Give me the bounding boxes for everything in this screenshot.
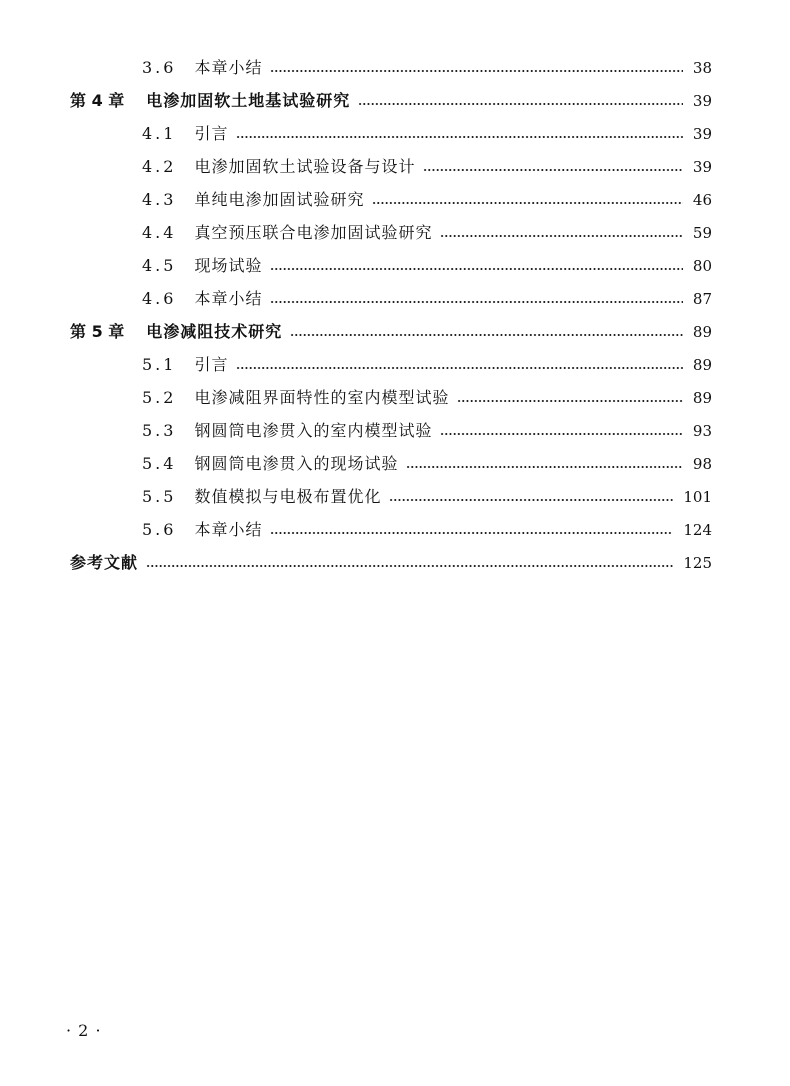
references-page: 125 bbox=[683, 554, 712, 572]
toc-entry-5-5[interactable] bbox=[142, 482, 712, 512]
entry-title: 本章小结 bbox=[194, 58, 263, 77]
toc-references[interactable] bbox=[70, 548, 712, 578]
entry-page: 59 bbox=[692, 224, 712, 242]
toc-entry-4-5[interactable] bbox=[142, 251, 712, 281]
toc-entry-4-1[interactable] bbox=[142, 119, 712, 149]
dot-leader bbox=[236, 367, 682, 369]
entry-number: 4.5 bbox=[142, 256, 177, 275]
dot-leader bbox=[406, 466, 682, 468]
dot-leader bbox=[440, 433, 682, 435]
entry-page: 98 bbox=[692, 455, 712, 473]
entry-title: 电渗减阻界面特性的室内模型试验 bbox=[194, 388, 450, 407]
dot-leader bbox=[270, 268, 682, 270]
entry-title: 钢圆筒电渗贯入的现场试验 bbox=[194, 454, 399, 473]
chapter-title: 电渗加固软土地基试验研究 bbox=[146, 91, 351, 110]
dot-leader bbox=[372, 202, 682, 204]
entry-number: 5.3 bbox=[142, 421, 177, 440]
toc-entry-5-4[interactable] bbox=[142, 449, 712, 479]
entry-number: 4.3 bbox=[142, 190, 177, 209]
entry-title: 单纯电渗加固试验研究 bbox=[194, 190, 365, 209]
chapter-page: 89 bbox=[692, 323, 712, 341]
toc-chapter-5[interactable] bbox=[70, 317, 712, 347]
entry-title: 本章小结 bbox=[194, 520, 263, 539]
entry-title: 真空预压联合电渗加固试验研究 bbox=[194, 223, 433, 242]
entry-number: 5.5 bbox=[142, 487, 177, 506]
dot-leader bbox=[457, 400, 682, 402]
toc-entry-4-4[interactable] bbox=[142, 218, 712, 248]
toc-entry-4-2[interactable] bbox=[142, 152, 712, 182]
dot-leader bbox=[146, 565, 673, 567]
references-title: 参考文献 bbox=[70, 553, 139, 572]
entry-title: 本章小结 bbox=[194, 289, 263, 308]
entry-title: 钢圆筒电渗贯入的室内模型试验 bbox=[194, 421, 433, 440]
toc-chapter-4[interactable] bbox=[70, 86, 712, 116]
chapter-page: 39 bbox=[692, 92, 712, 110]
dot-leader bbox=[290, 334, 683, 336]
dot-leader bbox=[389, 499, 673, 501]
dot-leader bbox=[270, 532, 673, 534]
toc-entry-5-6[interactable] bbox=[142, 515, 712, 545]
toc-entry-3-6[interactable] bbox=[142, 53, 712, 83]
entry-page: 46 bbox=[692, 191, 712, 209]
entry-title: 电渗加固软土试验设备与设计 bbox=[194, 157, 416, 176]
entry-title: 引言 bbox=[194, 124, 229, 143]
entry-number: 4.1 bbox=[142, 124, 177, 143]
dot-leader bbox=[358, 103, 683, 105]
entry-number: 5.6 bbox=[142, 520, 177, 539]
entry-page: 39 bbox=[692, 158, 712, 176]
toc-entry-4-3[interactable] bbox=[142, 185, 712, 215]
entry-number: 5.2 bbox=[142, 388, 177, 407]
entry-page: 101 bbox=[683, 488, 712, 506]
chapter-number: 第 4 章 bbox=[70, 91, 125, 110]
chapter-number: 第 5 章 bbox=[70, 322, 125, 341]
entry-page: 38 bbox=[692, 59, 712, 77]
entry-page: 93 bbox=[692, 422, 712, 440]
toc-entry-5-3[interactable] bbox=[142, 416, 712, 446]
dot-leader bbox=[270, 301, 682, 303]
dot-leader bbox=[270, 70, 682, 72]
entry-title: 现场试验 bbox=[194, 256, 263, 275]
page-number: · 2 · bbox=[66, 1021, 102, 1040]
entry-page: 89 bbox=[692, 389, 712, 407]
entry-number: 3.6 bbox=[142, 58, 177, 77]
toc-entry-5-2[interactable] bbox=[142, 383, 712, 413]
entry-title: 数值模拟与电极布置优化 bbox=[194, 487, 382, 506]
entry-number: 4.2 bbox=[142, 157, 177, 176]
dot-leader bbox=[236, 136, 682, 138]
entry-page: 80 bbox=[692, 257, 712, 275]
entry-number: 4.6 bbox=[142, 289, 177, 308]
chapter-title: 电渗减阻技术研究 bbox=[146, 322, 283, 341]
entry-title: 引言 bbox=[194, 355, 229, 374]
entry-number: 5.1 bbox=[142, 355, 177, 374]
dot-leader bbox=[423, 169, 682, 171]
entry-page: 89 bbox=[692, 356, 712, 374]
entry-number: 5.4 bbox=[142, 454, 177, 473]
toc-entry-4-6[interactable] bbox=[142, 284, 712, 314]
dot-leader bbox=[440, 235, 682, 237]
entry-page: 124 bbox=[683, 521, 712, 539]
entry-page: 39 bbox=[692, 125, 712, 143]
toc-entry-5-1[interactable] bbox=[142, 350, 712, 380]
entry-number: 4.4 bbox=[142, 223, 177, 242]
entry-page: 87 bbox=[692, 290, 712, 308]
